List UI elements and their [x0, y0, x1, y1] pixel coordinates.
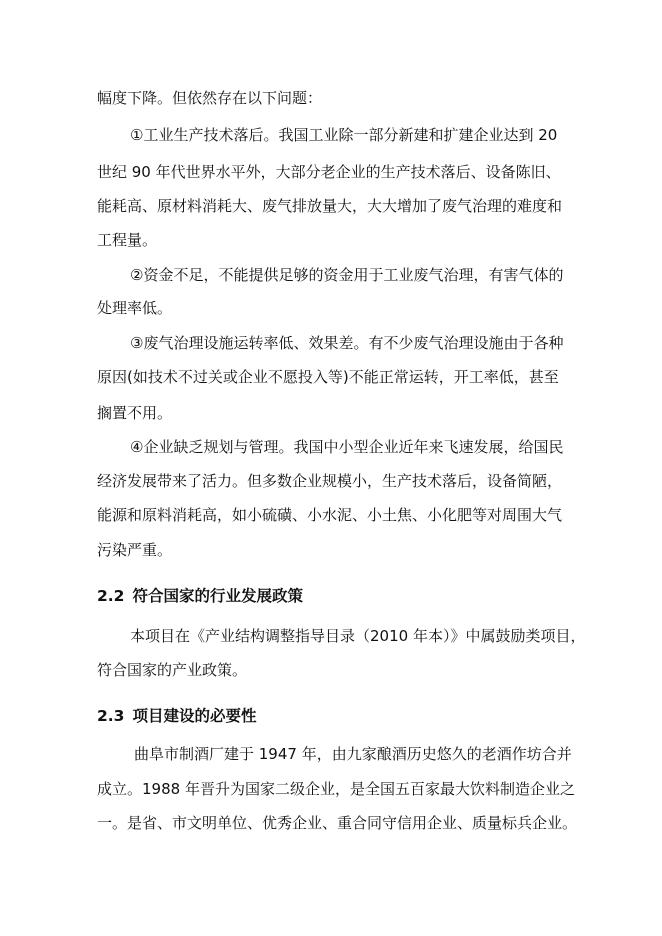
paragraph-line: 污染严重。: [97, 541, 173, 559]
paragraph-line: 成立。1988 年晋升为国家二级企业，是全国五百家最大饮料制造企业之: [97, 780, 575, 798]
paragraph-line: 幅度下降。但依然存在以下问题：: [97, 89, 323, 107]
paragraph-line: 曲阜市制酒厂建于 1947 年，由九家酿酒历史悠久的老酒作坊合并: [134, 745, 572, 763]
section-number: 2.2: [97, 587, 125, 605]
paragraph-line: ②资金不足，不能提供足够的资金用于工业废气治理，有害气体的: [130, 266, 564, 284]
paragraph-line: 世纪 90 年代世界水平外，大部分老企业的生产技术落后、设备陈旧、: [97, 163, 561, 181]
paragraph-line: 处理率低。: [97, 299, 173, 317]
section-title: 符合国家的行业发展政策: [132, 587, 303, 605]
section-title: 项目建设的必要性: [132, 707, 257, 725]
section-number: 2.3: [97, 707, 125, 725]
paragraph-line: 一。是省、市文明单位、优秀企业、重合同守信用企业、质量标兵企业。: [97, 814, 578, 832]
paragraph-line: 原因(如技术不过关或企业不愿投入等)不能正常运转，开工率低，甚至: [97, 368, 559, 386]
paragraph-line: ③废气治理设施运转率低、效果差。有不少废气治理设施由于各种: [130, 334, 564, 352]
paragraph-line: 工程量。: [97, 231, 158, 249]
paragraph-line: 符合国家的产业政策。: [97, 661, 248, 679]
paragraph-line: 经济发展带来了活力。但多数企业规模小，生产技术落后，设备简陋，: [97, 472, 563, 490]
paragraph-line: 本项目在《产业结构调整指导目录（2010 年本）》中属鼓励类项目，: [130, 627, 586, 645]
paragraph-line: 能源和原料消耗高，如小硫磺、小水泥、小土焦、小化肥等对周围大气: [97, 506, 563, 524]
section-heading: [97, 706, 256, 726]
paragraph-line: 搁置不用。: [97, 404, 173, 422]
paragraph-line: ①工业生产技术落后。我国工业除一部分新建和扩建企业达到 20: [130, 126, 558, 144]
paragraph-line: 能耗高、原材料消耗大、废气排放量大，大大增加了废气治理的难度和: [97, 197, 563, 215]
paragraph-line: ④企业缺乏规划与管理。我国中小型企业近年来飞速发展，给国民: [130, 438, 564, 456]
section-heading: [97, 586, 303, 606]
